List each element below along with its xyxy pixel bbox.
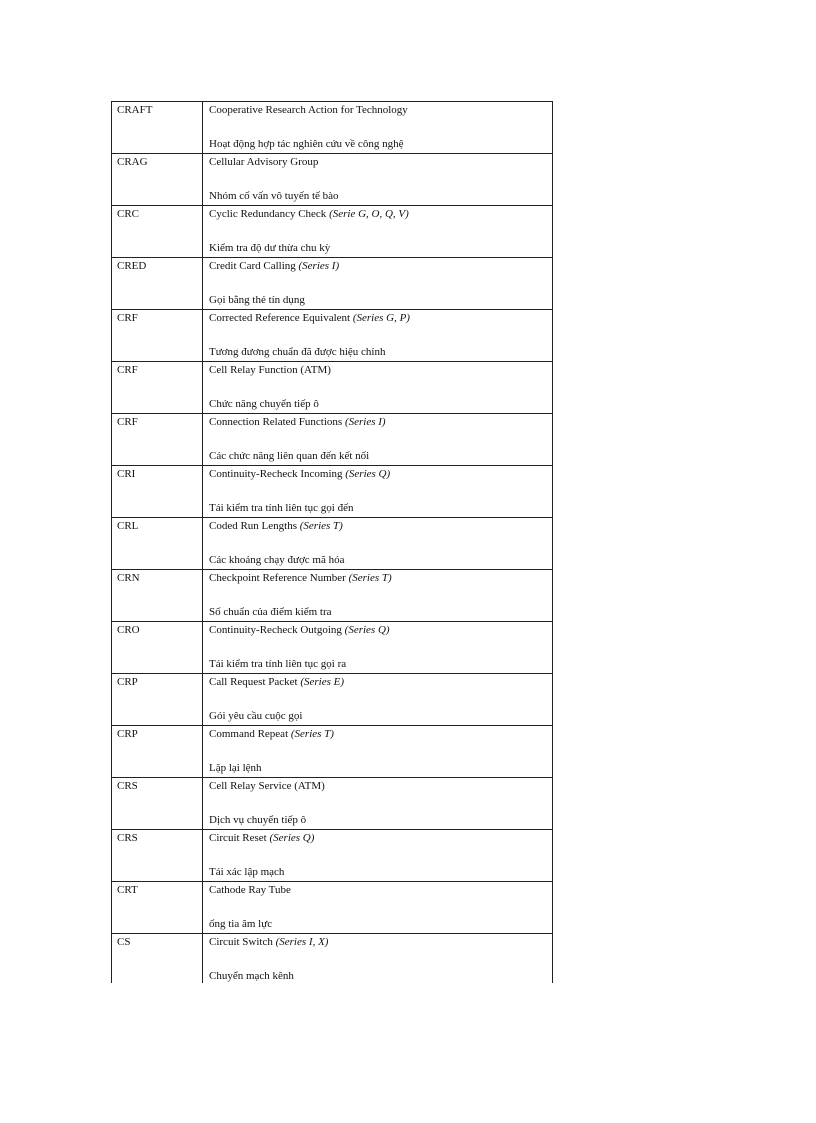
english-term (209, 468, 390, 481)
abbreviation-cell: CRF (112, 310, 203, 361)
abbreviation-cell: CRP (112, 726, 203, 777)
definition-cell (203, 882, 553, 933)
vietnamese-translation: Hoạt động hợp tác nghiên cứu về công nghệ (209, 138, 404, 150)
abbreviation-cell: CRI (112, 466, 203, 517)
abbreviation-cell: CRC (112, 206, 203, 257)
english-term (209, 676, 344, 689)
vietnamese-translation: Các chức năng liên quan đến kết nối (209, 450, 370, 462)
series-reference: (Series E) (300, 676, 345, 688)
english-term-text: Cathode Ray Tube (209, 884, 291, 896)
abbreviation-cell: CRO (112, 622, 203, 673)
vietnamese-translation: Tương đương chuẩn đã được hiệu chỉnh (209, 346, 386, 358)
english-term (209, 832, 314, 845)
english-term-text: Cell Relay Function (ATM) (209, 364, 331, 376)
vietnamese-translation: Nhóm cố vấn vô tuyến tế bào (209, 190, 339, 202)
english-term (209, 312, 410, 325)
series-reference: (Series Q) (345, 468, 391, 480)
english-term-text: Corrected Reference Equivalent (209, 312, 351, 324)
definition-cell (203, 934, 553, 983)
table-row (112, 726, 553, 778)
vietnamese-translation: Tái xác lập mạch (209, 866, 285, 878)
glossary-table (111, 101, 553, 983)
vietnamese-translation: Số chuẩn của điểm kiểm tra (209, 606, 332, 618)
english-term-text: Circuit Reset (209, 832, 267, 844)
english-term-text: Connection Related Functions (209, 416, 343, 428)
abbreviation-cell: CRT (112, 882, 203, 933)
vietnamese-translation: Chuyển mạch kênh (209, 970, 294, 982)
table-row (112, 830, 553, 882)
table-row (112, 362, 553, 414)
series-reference: (Series T) (290, 728, 334, 740)
english-term-text: Continuity-Recheck Outgoing (209, 624, 342, 636)
english-term-text: Checkpoint Reference Number (209, 572, 346, 584)
definition-cell (203, 102, 553, 153)
english-term (209, 260, 339, 273)
definition-cell (203, 258, 553, 309)
series-reference: (Series T) (348, 572, 392, 584)
table-row (112, 102, 553, 154)
english-term-text: Cooperative Research Action for Technology (209, 104, 408, 116)
abbreviation-cell: CRAFT (112, 102, 203, 153)
vietnamese-translation: Dịch vụ chuyển tiếp ô (209, 814, 307, 826)
english-term (209, 364, 331, 377)
abbreviation-cell: CRF (112, 362, 203, 413)
table-row (112, 206, 553, 258)
definition-cell (203, 362, 553, 413)
english-term (209, 156, 318, 169)
abbreviation-cell: CRAG (112, 154, 203, 205)
definition-cell (203, 518, 553, 569)
table-row (112, 414, 553, 466)
abbreviation-cell: CRP (112, 674, 203, 725)
series-reference: (Series I) (344, 416, 386, 428)
english-term-text: Cyclic Redundancy Check (209, 208, 327, 220)
abbreviation-cell: CRED (112, 258, 203, 309)
vietnamese-translation: Kiểm tra độ dư thừa chu kỳ (209, 242, 331, 254)
english-term (209, 884, 291, 897)
english-term (209, 208, 409, 221)
abbreviation-cell: CRS (112, 830, 203, 881)
definition-cell (203, 310, 553, 361)
table-row (112, 310, 553, 362)
english-term (209, 572, 392, 585)
definition-cell (203, 726, 553, 777)
english-term (209, 520, 343, 533)
vietnamese-translation: Gói yêu cầu cuộc gọi (209, 710, 303, 722)
definition-cell (203, 570, 553, 621)
definition-cell (203, 674, 553, 725)
english-term (209, 416, 386, 429)
table-row (112, 778, 553, 830)
english-term-text: Credit Card Calling (209, 260, 296, 272)
vietnamese-translation: Gọi bằng thẻ tín dụng (209, 294, 305, 306)
english-term-text: Cell Relay Service (ATM) (209, 780, 325, 792)
abbreviation-cell: CS (112, 934, 203, 983)
vietnamese-translation: Tái kiểm tra tính liên tục gọi ra (209, 658, 347, 670)
english-term (209, 936, 328, 949)
definition-cell (203, 622, 553, 673)
definition-cell (203, 778, 553, 829)
definition-cell (203, 154, 553, 205)
abbreviation-cell: CRN (112, 570, 203, 621)
series-reference: (Series Q) (269, 832, 315, 844)
table-row (112, 466, 553, 518)
series-reference: (Series G, P) (352, 312, 410, 324)
table-row (112, 154, 553, 206)
series-reference: (Series I) (298, 260, 340, 272)
abbreviation-cell: CRL (112, 518, 203, 569)
table-row (112, 518, 553, 570)
vietnamese-translation: Tái kiểm tra tính liên tục gọi đến (209, 502, 354, 514)
english-term-text: Continuity-Recheck Incoming (209, 468, 343, 480)
english-term (209, 104, 408, 117)
abbreviation-cell: CRS (112, 778, 203, 829)
vietnamese-translation: ống tia âm lực (209, 918, 273, 930)
vietnamese-translation: Lặp lại lệnh (209, 762, 262, 774)
vietnamese-translation: Các khoảng chạy được mã hóa (209, 554, 345, 566)
english-term (209, 624, 390, 637)
series-reference: (Series T) (299, 520, 343, 532)
table-row (112, 882, 553, 934)
series-reference: (Series Q) (344, 624, 390, 636)
definition-cell (203, 466, 553, 517)
english-term-text: Call Request Packet (209, 676, 298, 688)
english-term (209, 780, 325, 793)
english-term (209, 728, 334, 741)
series-reference: (Serie G, O, Q, V) (329, 208, 409, 220)
series-reference: (Series I, X) (275, 936, 329, 948)
table-row (112, 258, 553, 310)
table-row (112, 934, 553, 983)
abbreviation-cell: CRF (112, 414, 203, 465)
english-term-text: Command Repeat (209, 728, 289, 740)
table-row (112, 570, 553, 622)
definition-cell (203, 830, 553, 881)
english-term-text: Circuit Switch (209, 936, 273, 948)
table-row (112, 622, 553, 674)
definition-cell (203, 414, 553, 465)
definition-cell (203, 206, 553, 257)
english-term-text: Cellular Advisory Group (209, 156, 319, 168)
english-term-text: Coded Run Lengths (209, 520, 297, 532)
table-row (112, 674, 553, 726)
vietnamese-translation: Chức năng chuyển tiếp ô (209, 398, 319, 410)
